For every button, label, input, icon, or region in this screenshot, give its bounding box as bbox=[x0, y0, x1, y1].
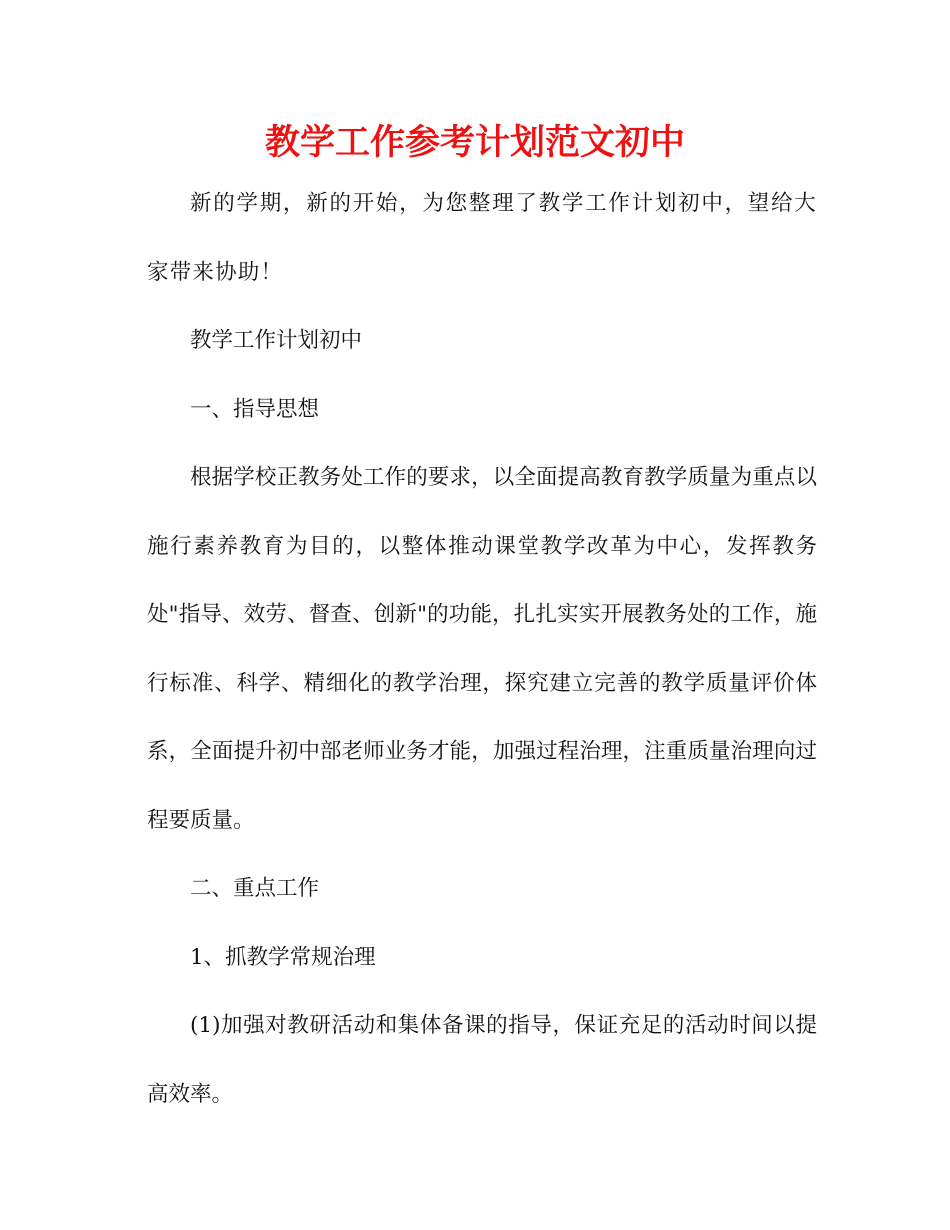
section-heading-key-work: 二、重点工作 bbox=[190, 876, 320, 901]
document-body bbox=[147, 170, 817, 1129]
paragraph-plan-heading: 教学工作计划初中 bbox=[190, 328, 363, 353]
paragraph-guiding-ideology: 根据学校正教务处工作的要求，以全面提高教育教学质量为重点以施行素养教育为目的，以整体推动课堂教学改革为中心，发挥教务处"指导、效劳、督查、创新"的功能，扎扎实实开展教务处的工作，施行标准、科学、精细化的教学治理，探究建立完善的教学质量评价体系，全面提升初中部老师业务才能，加强过程治理，注重质量治理向过程要质量。 bbox=[147, 465, 817, 833]
document-title: 教学工作参考计划范文初中 bbox=[264, 123, 685, 163]
list-item-teaching-research: (1)加强对教研活动和集体备课的指导，保证充足的活动时间以提高效率。 bbox=[147, 1013, 817, 1107]
paragraph-intro: 新的学期，新的开始，为您整理了教学工作计划初中，望给大家带来协助！ bbox=[147, 191, 817, 285]
section-heading-guiding-ideology: 一、指导思想 bbox=[190, 396, 320, 422]
subsection-heading-routine-management: 1、抓教学常规治理 bbox=[190, 944, 376, 970]
